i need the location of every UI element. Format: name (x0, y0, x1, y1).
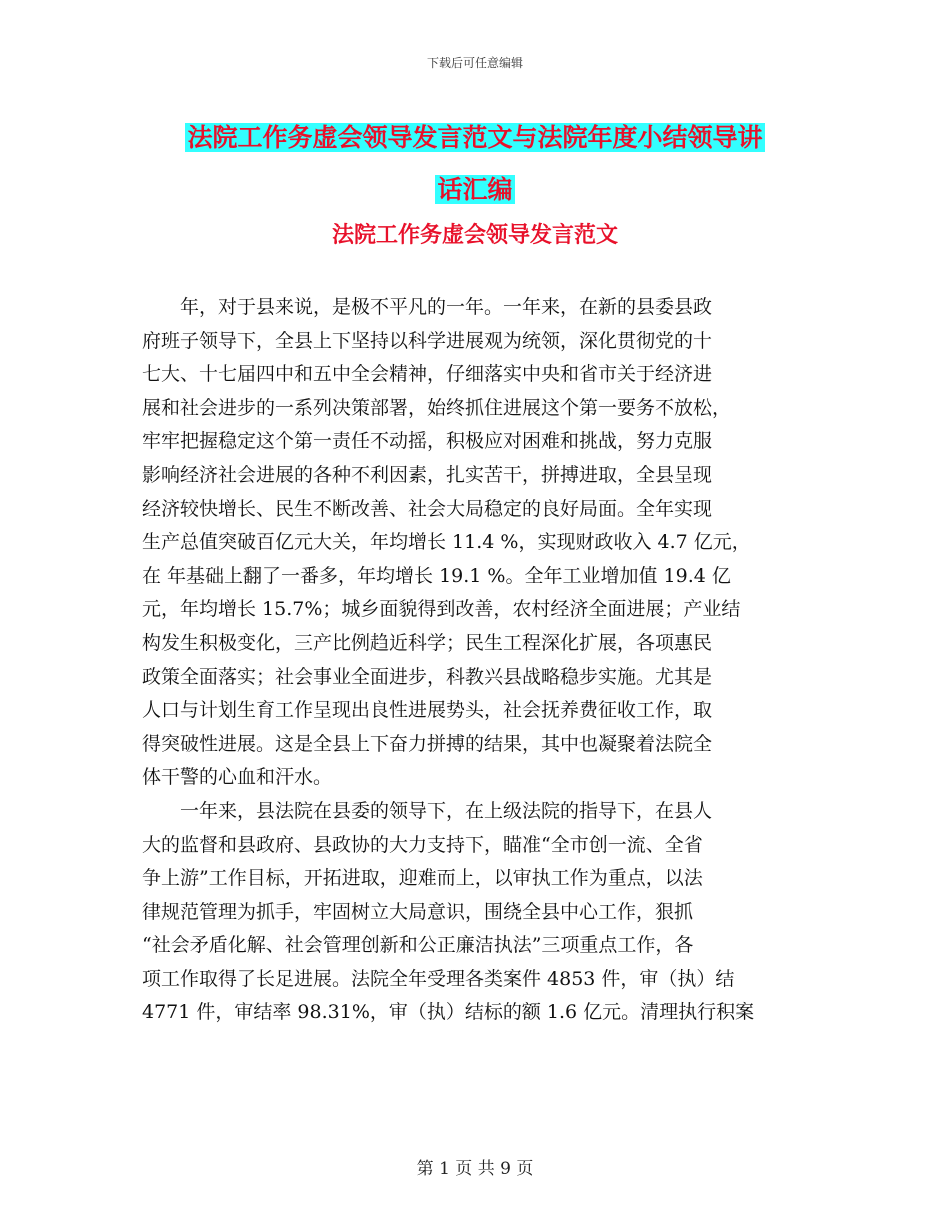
paragraph-line: 4771 件，审结率 98.31%，审（执）结标的额 1.6 亿元。清理执行积案 (142, 1001, 755, 1024)
paragraph-line: 构发生积极变化，三产比例趋近科学；民生工程深化扩展，各项惠民 (142, 631, 713, 654)
paragraph-line: 生产总值突破百亿元大关，年均增长 11.4 %，实现财政收入 4.7 亿元， (142, 531, 751, 554)
page-footer: 第 1 页 共 9 页 (416, 1159, 534, 1179)
paragraph-line: 争上游”工作目标，开拓进取，迎难而上，以审执工作为重点，以法 (142, 867, 703, 890)
paragraph-line: “社会矛盾化解、社会管理创新和公正廉洁执法”三项重点工作，各 (142, 934, 694, 957)
paragraph-line: 牢牢把握稳定这个第一责任不动摇，积极应对困难和挑战，努力克服 (142, 430, 713, 453)
paragraph-line: 体干警的心血和汗水。 (142, 766, 333, 789)
paragraph-line: 七大、十七届四中和五中全会精神，仔细落实中央和省市关于经济进 (142, 363, 713, 386)
document-title (120, 112, 830, 216)
paragraph-line: 一年来，县法院在县委的领导下，在上级法院的指导下，在县人 (180, 799, 713, 822)
paragraph-line: 年，对于县来说，是极不平凡的一年。一年来，在新的县委县政 (180, 296, 713, 318)
paragraph-line: 大的监督和县政府、县政协的大力支持下，瞄准“全市创一流、全省 (142, 833, 703, 856)
paragraph-line: 在 年基础上翻了一番多，年均增长 19.1 %。全年工业增加值 19.4 亿 (142, 564, 731, 587)
paragraph-line: 得突破性进展。这是全县上下奋力拼搏的结果，其中也凝聚着法院全 (142, 732, 713, 755)
title-line-2: 话汇编 (437, 175, 513, 204)
section-title: 法院工作务虚会领导发言范文 (331, 222, 618, 248)
paragraph-line: 律规范管理为抓手，牢固树立大局意识，围绕全县中心工作，狠抓 (142, 900, 694, 923)
paragraph-line: 影响经济社会进展的各种不利因素，扎实苦干，拼搏进取，全县呈现 (142, 463, 713, 486)
paragraph-line: 人口与计划生育工作呈现出良性进展势头，社会抚养费征收工作，取 (142, 699, 713, 722)
paragraph-line: 展和社会进步的一系列决策部署，始终抓住进展这个第一要务不放松， (142, 396, 732, 419)
title-line-1: 法院工作务虚会领导发言范文与法院年度小结领导讲 (187, 123, 763, 152)
header-note: 下载后可任意编辑 (426, 56, 523, 70)
paragraph-line: 项工作取得了长足进展。法院全年受理各类案件 4853 件，审（执）结 (142, 967, 735, 990)
paragraph-line: 府班子领导下，全县上下坚持以科学进展观为统领，深化贯彻党的十 (142, 329, 713, 352)
paragraph-line: 政策全面落实；社会事业全面进步，科教兴县战略稳步实施。尤其是 (142, 665, 713, 688)
paragraph-line: 经济较快增长、民生不断改善、社会大局稳定的良好局面。全年实现 (142, 497, 713, 520)
body-text (142, 291, 808, 1030)
paragraph-line: 元，年均增长 15.7%；城乡面貌得到改善，农村经济全面进展；产业结 (142, 598, 741, 621)
